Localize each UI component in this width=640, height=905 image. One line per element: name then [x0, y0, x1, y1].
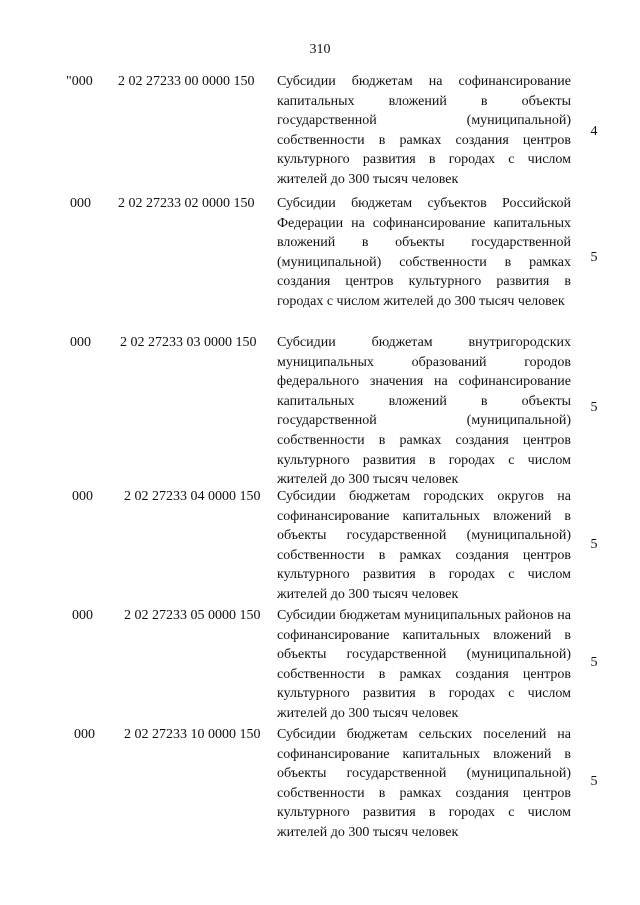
row-value: 5	[590, 250, 598, 265]
income-name: Субсидии бюджетам городских округов на софинансирование капитальных вложений в объекты государственной (муниципальной) собственности в рамках создания центров культурного развития в городах с числом жителей до 300 тысяч человек	[277, 489, 571, 602]
kbk-code: 2 02 27233 03 0000 150	[120, 335, 257, 350]
admin-code: "000	[66, 74, 93, 89]
row-value: 4	[590, 124, 598, 139]
kbk-code: 2 02 27233 10 0000 150	[124, 727, 261, 742]
row-value: 5	[590, 655, 598, 670]
admin-code: 000	[72, 608, 93, 623]
admin-code: 000	[70, 196, 91, 211]
kbk-code: 2 02 27233 04 0000 150	[124, 489, 261, 504]
kbk-code: 2 02 27233 05 0000 150	[124, 608, 261, 623]
income-name: Субсидии бюджетам сельских поселений на софинансирование капитальных вложений в объекты государственной (муниципальной) собственности в рамках создания центров культурного развития в городах с числом жителей до 300 тысяч человек	[277, 727, 571, 840]
kbk-code: 2 02 27233 02 0000 150	[118, 196, 255, 211]
admin-code: 000	[74, 727, 95, 742]
page-number: 310	[309, 42, 331, 57]
admin-code: 000	[72, 489, 93, 504]
admin-code: 000	[70, 335, 91, 350]
row-value: 5	[590, 400, 598, 415]
row-value: 5	[590, 537, 598, 552]
income-name: Субсидии бюджетам муниципальных районов на софинансирование капитальных вложений в объекты государственной (муниципальной) собственности в рамках создания центров культурного развития в городах с числом жителей до 300 тысяч человек	[277, 608, 571, 721]
income-name: Субсидии бюджетам субъектов Российской Федерации на софинансирование капитальных вложений в объекты государственной (муниципальной) собственности в рамках создания центров культурного развития в городах с числом жителей до 300 тысяч человек	[277, 196, 571, 309]
kbk-code: 2 02 27233 00 0000 150	[118, 74, 255, 89]
row-value: 5	[590, 774, 598, 789]
income-name: Субсидии бюджетам внутригородских муниципальных образований городов федерального значения на софинансирование капитальных вложений в объекты государственной (муниципальной) собственности в рамках создания центров культурного развития в городах с числом жителей до 300 тысяч человек	[277, 335, 571, 488]
income-name: Субсидии бюджетам на софинансирование капитальных вложений в объекты государственной (муниципальной) собственности в рамках создания центров культурного развития в городах с числом жителей до 300 тысяч человек	[277, 74, 571, 187]
